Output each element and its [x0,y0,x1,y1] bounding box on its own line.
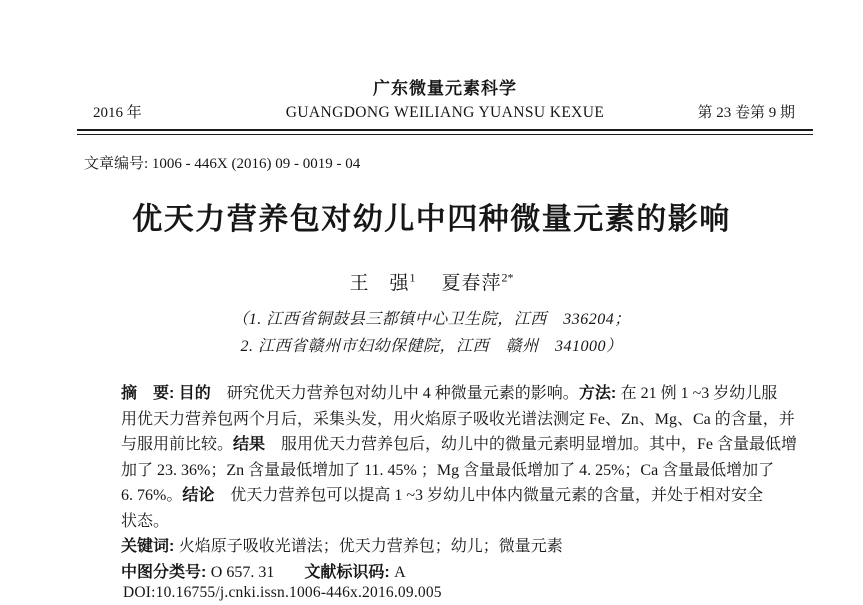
author-2-superscript: 2* [501,270,514,285]
abstract-text: 用优天力营养包两个月后，采集头发，用火焰原子吸收光谱法测定 Fe、Zn、Mg、Ca 的含量，并 [121,410,795,428]
abstract-line-5 [121,483,773,509]
author-2-name: 夏春萍 [441,273,502,294]
abstract-line-3 [121,432,798,458]
journal-year: 2016 年 [93,105,142,121]
author-1-name: 王 强 [349,273,410,294]
abstract-line-2 [121,407,795,433]
paper-title: 优天力营养包对幼儿中四种微量元素的影响 [132,203,731,236]
abstract-line-1 [121,381,778,407]
abstract-line-6 [121,509,773,535]
methods-label: 方法: [578,385,621,402]
keywords-text: 火焰原子吸收光谱法；优天力营养包；幼儿；微量元素 [178,538,563,555]
abstract-text: 与服用前比较。 [121,436,234,453]
abstract-text: 6. 76%。 [121,487,183,504]
affiliation-2: 2. 江西省赣州市妇幼保健院，江西 赣州 341000） [240,338,623,355]
objective-label: 目的 [178,385,211,402]
journal-header [77,79,813,135]
keywords-line [121,534,773,560]
authors-line [0,268,863,295]
doc-code-label: 文献标识码: [304,563,395,581]
author-2 [441,270,514,294]
journal-issue: 第 23 卷第 9 期 [697,105,795,121]
doc-code-value: A [394,563,406,581]
doi: DOI:10.16755/j.cnki.issn.1006-446x.2016.09.005 [123,584,442,601]
keywords-label: 关键词: [121,538,179,555]
article-number: 文章编号: 1006 - 446X (2016) 09 - 0019 - 04 [84,156,361,172]
abstract-text: 在 21 例 1 ~3 岁幼儿服 [620,385,778,402]
classification-line [121,560,773,586]
affiliations [0,306,863,360]
results-label: 结果 [233,436,266,453]
abstract-block [121,381,798,585]
abstract-text: 服用优天力营养包后，幼儿中的微量元素明显增加。其中，Fe 含量最低增 [265,436,798,453]
journal-title-en: GUANGDONG WEILIANG YUANSU KEXUE [285,104,605,121]
abstract-label: 摘 要: [121,385,179,402]
header-double-rule [77,129,813,135]
clc-value: O 657. 31 [210,563,275,581]
abstract-text: 加了 23. 36%；Zn 含量最低增加了 11. 45% ；Mg 含量最低增加了 4. 25%；Ca 含量最低增加了 [121,461,775,479]
author-1-superscript: 1 [409,270,416,285]
abstract-text: 优天力营养包可以提高 1 ~3 岁幼儿中体内微量元素的含量，并处于相对安全 [214,487,764,504]
affiliation-1: （1. 江西省铜鼓县三都镇中心卫生院，江西 336204； [232,311,631,328]
journal-header-row [77,103,813,123]
abstract-text: 状态。 [121,512,170,530]
journal-title-cn: 广东微量元素科学 [373,79,517,98]
clc-label: 中图分类号: [121,563,211,581]
conclusion-label: 结论 [182,487,215,504]
abstract-line-4 [121,458,773,484]
author-1 [349,270,416,294]
abstract-text: 研究优天力营养包对幼儿中 4 种微量元素的影响。 [210,385,579,402]
